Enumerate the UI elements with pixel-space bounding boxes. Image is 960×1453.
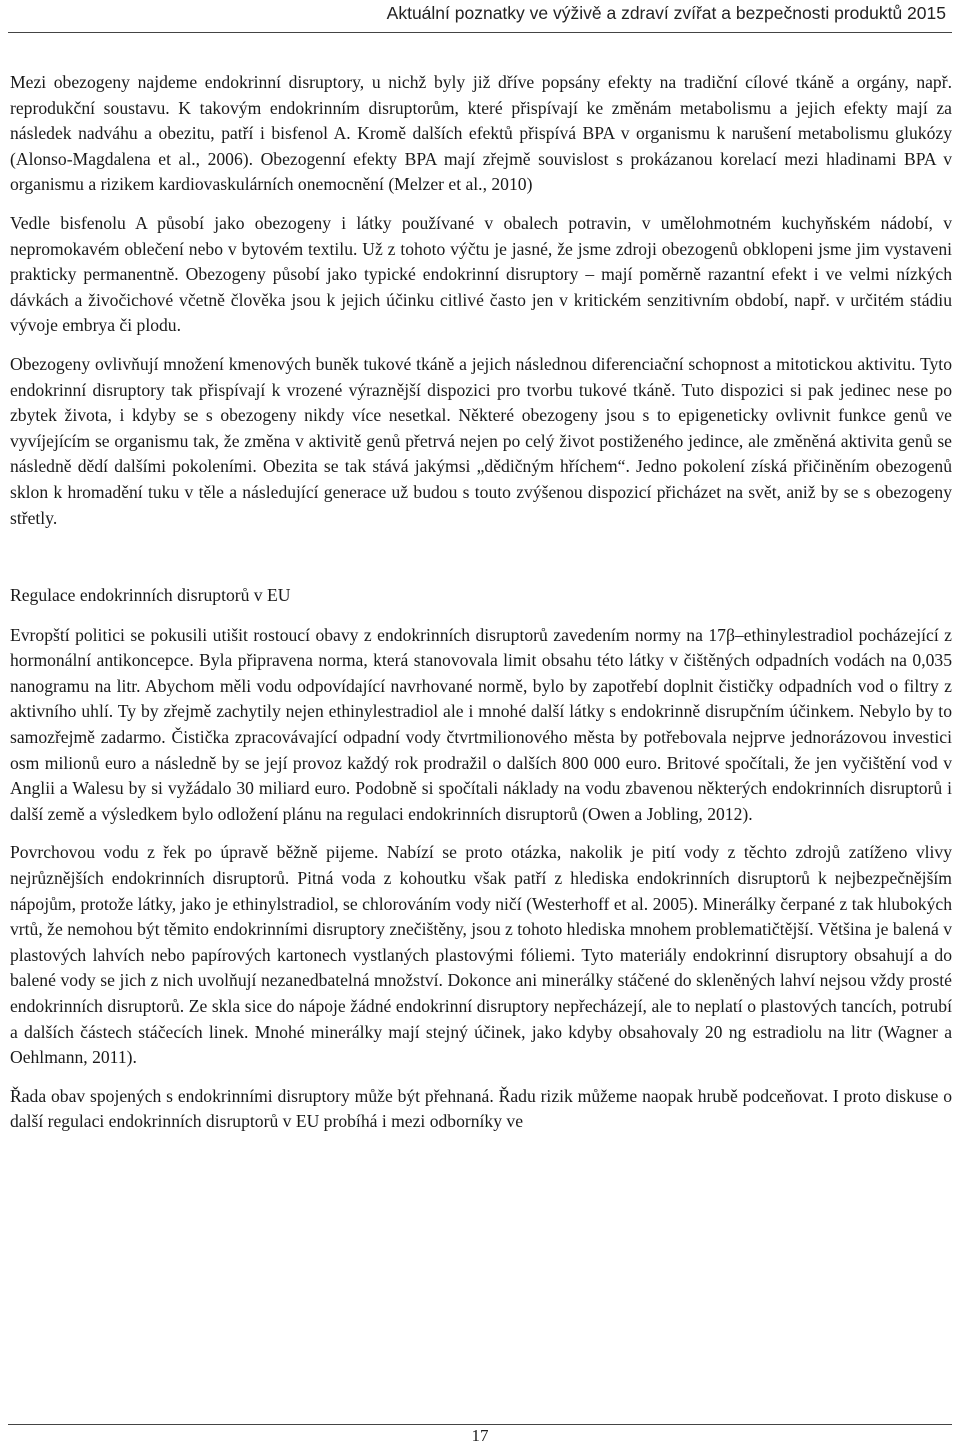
- body-paragraph-2: Vedle bisfenolu A působí jako obezogeny i látky používané v obalech potravin, v umělohmotném kuchyňském nádobí, v nepromokavém oblečení nebo v bytovém textilu. Už z tohoto výčtu je jasné, že jsme zdroji obezogenů obklopeni jsme jim vystaveni prakticky permanentně. Obezogeny působí jako typické endokrinní disruptory – mají poměrně razantní efekt i ve velmi nízkých dávkách a živočichové včetně člověka jsou k jejich účinku citlivé často jen v kritickém senzitivním období, např. v určitém stádiu vývoje embrya či plodu.: [10, 212, 952, 336]
- body-paragraph-1: Mezi obezogeny najdeme endokrinní disruptory, u nichž byly již dříve popsány efekty na tradiční cílové tkáně a orgány, např. reprodukční soustavu. K takovým endokrinním disruptorům, které přispívají ke změnám metabolismu a jejich efekty mají za následek nadváhu a obezitu, patří i bisfenol A. Kromě dalších efektů přispívá BPA v organismu k narušení metabolismu glukózy (Alonso-Magdalena et al., 2006). Obezogenní efekty BPA mají zřejmě souvislost s prokázanou korelací mezi hladinami BPA v organismu a rizikem kardiovaskulárních onemocnění (Melzer et al., 2010): [10, 72, 952, 195]
- section-paragraph-1: Evropští politici se pokusili utišit rostoucí obavy z endokrinních disruptorů zavedením normy na 17β–ethinylestradiol pocházející z hormonální antikoncepce. Byla připravena norma, která stanovovala limit obsahu této látky v čištěných odpadních vodách na 0,035 nanogramu na litr. Abychom měli vodu odpovídající navrhované normě, bylo by zapotřebí doplnit čističky odpadních vod o filtry z aktivního uhlí. Ty by zřejmě zachytily nejen ethinylestradiol ale i mnohé další látky s endokrinně disrupčním účinkem. Nebylo by to samozřejmě zadarmo. Čistička zpracovávající odpadní vody čtvrtmilionového města by potřebovala nejprve jednorázovou investici osm milionů euro a následně by se její provoz každý rok prodražil o dalších 800 000 euro. Britové spočítali, že jen vyčištění vod v Anglii a Walesu by si vyžádalo 30 miliard euro. Podobně si spočítali náklady na vodu zbavenou některých endokrinních disruptorů i další země a výsledkem bylo odložení plánu na regulaci endokrinních disruptorů (Owen a Jobling, 2012).: [10, 624, 952, 824]
- section-heading: Regulace endokrinních disruptorů v EU: [10, 585, 291, 606]
- body-paragraph-3: Obezogeny ovlivňují množení kmenových buněk tukové tkáně a jejich následnou diferenciační schopnost a mitotickou aktivitu. Tyto endokrinní disruptory tak přispívají k vrozené výraznější dispozici pro tvorbu tukové tkáně. Tuto dispozici si pak jedinec nese po zbytek života, i kdyby se s obezogeny nikdy více nesetkal. Některé obezogeny jsou s to epigeneticky ovlivnit funkce genů ve vyvíjejícím se organismu tak, že změna v aktivitě genů přetrvá nejen po celý život postiženého jedince, ale změněná aktivita genů se následně dědí dalšími pokoleními. Obezita se tak stává jakýmsi „dědičným hříchem“. Jedno pokolení získá přičiněním obezogenů sklon k hromadění tuku v těle a následující generace už budou s touto zvýšenou dispozicí přicházet na svět, aniž by se s obezogeny střetly.: [10, 353, 952, 528]
- section-paragraph-3: Řada obav spojených s endokrinními disruptory může být přehnaná. Řadu rizik můžeme naopak hrubě podceňovat. I proto diskuse o další regulaci endokrinních disruptorů v EU probíhá i mezi odborníky ve: [10, 1085, 952, 1132]
- header-divider: [8, 32, 952, 33]
- page-number: 17: [471, 1426, 489, 1445]
- running-header: Aktuální poznatky ve výživě a zdraví zvířat a bezpečnosti produktů 2015: [386, 3, 946, 23]
- section-paragraph-2: Povrchovou vodu z řek po úpravě běžně pijeme. Nabízí se proto otázka, nakolik je pití vody z těchto zdrojů zatíženo vlivy nejrůznějších endokrinních disruptorů. Pitná voda z kohoutku však patří z hlediska endokrinních disruptorů k nejbezpečnějším nápojům, protože látky, jako je ethinylstradiol, se chlorováním vody ničí (Westerhoff et al. 2005). Minerálky čerpané z tak hlubokých vrtů, že nemohou být těmito endokrinními disruptory znečištěny, jsou z tohoto hlediska mnohem problematičtější. Většina je balená v plastových lahvích nebo papírových kartonech vystlaných plastovými fóliemi. Tyto materiály endokrinní disruptory obsahují a do balené vody se jich z nich uvolňují nezanedbatelná množství. Dokonce ani minerálky stáčené do skleněných lahví nejsou vždy prosté endokrinních disruptorů. Ze skla sice do nápoje žádné endokrinní disruptory nepřecházejí, ale to neplatí o plastových tancích, potrubí a dalších částech stáčecích linek. Mnohé minerálky mají stejný účinek, jako kdyby obsahovaly 20 ng estradiolu na litr (Wagner a Oehlmann, 2011).: [10, 842, 952, 1068]
- page-body: [10, 70, 952, 1148]
